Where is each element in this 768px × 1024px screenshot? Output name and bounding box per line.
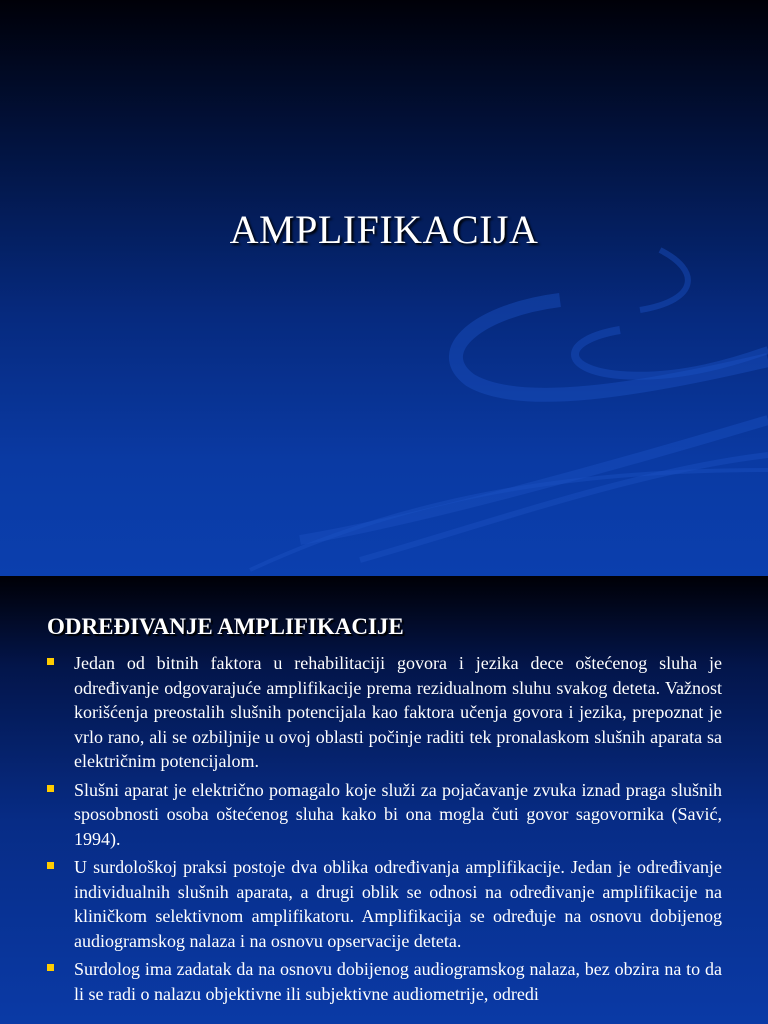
- bullet-text: Surdolog ima zadatak da na osnovu dobijenog audiogramskog nalaza, bez obzira na to da li se radi o nalazu objektivne ili subjektivne audiometrije, odredi: [74, 959, 722, 1004]
- bullet-text: Jedan od bitnih faktora u rehabilitaciji govora i jezika dece oštećenog sluha je određivanje odgovarajuće amplifikacije prema rezidualnom sluhu svakog deteta. Važnost korišćenja preostalih slušnih potencijala kao faktora učenja govora i jezika, prepoznat je vrlo rano, ali se ozbiljnije u ovoj oblasti počinje raditi tek pronalaskom slušnih aparata sa električnim potencijalom.: [74, 653, 722, 771]
- bullet-item: [45, 855, 722, 953]
- square-bullet-icon: [47, 785, 54, 792]
- bullet-item: [45, 957, 722, 1006]
- bullet-list: [45, 651, 722, 1010]
- square-bullet-icon: [47, 964, 54, 971]
- square-bullet-icon: [47, 862, 54, 869]
- content-slide: [0, 576, 768, 1024]
- bullet-item: [45, 651, 722, 774]
- bullet-text: Slušni aparat je električno pomagalo koje služi za pojačavanje zvuka iznad praga slušnih sposobnosti osoba oštećenog sluha kako bi ona mogla čuti govor sagovornika (Savić, 1994).: [74, 779, 722, 849]
- bullet-text: U surdološkoj praksi postoje dva oblika određivanja amplifikacije. Jedan je određivanje individualnih slušnih aparata, a drugi oblik se odnosi na određivanje amplifikacije na kliničkom selektivnom amplifikatoru. Amplifikacija se određuje na osnovu dobijenog audiogramskog nalaza i na osnovu opservacije deteta.: [74, 857, 722, 951]
- square-bullet-icon: [47, 658, 54, 665]
- bullet-item: [45, 778, 722, 852]
- slide-heading: ODREĐIVANJE AMPLIFIKACIJE: [47, 614, 404, 639]
- slide-title: AMPLIFIKACIJA: [229, 207, 539, 252]
